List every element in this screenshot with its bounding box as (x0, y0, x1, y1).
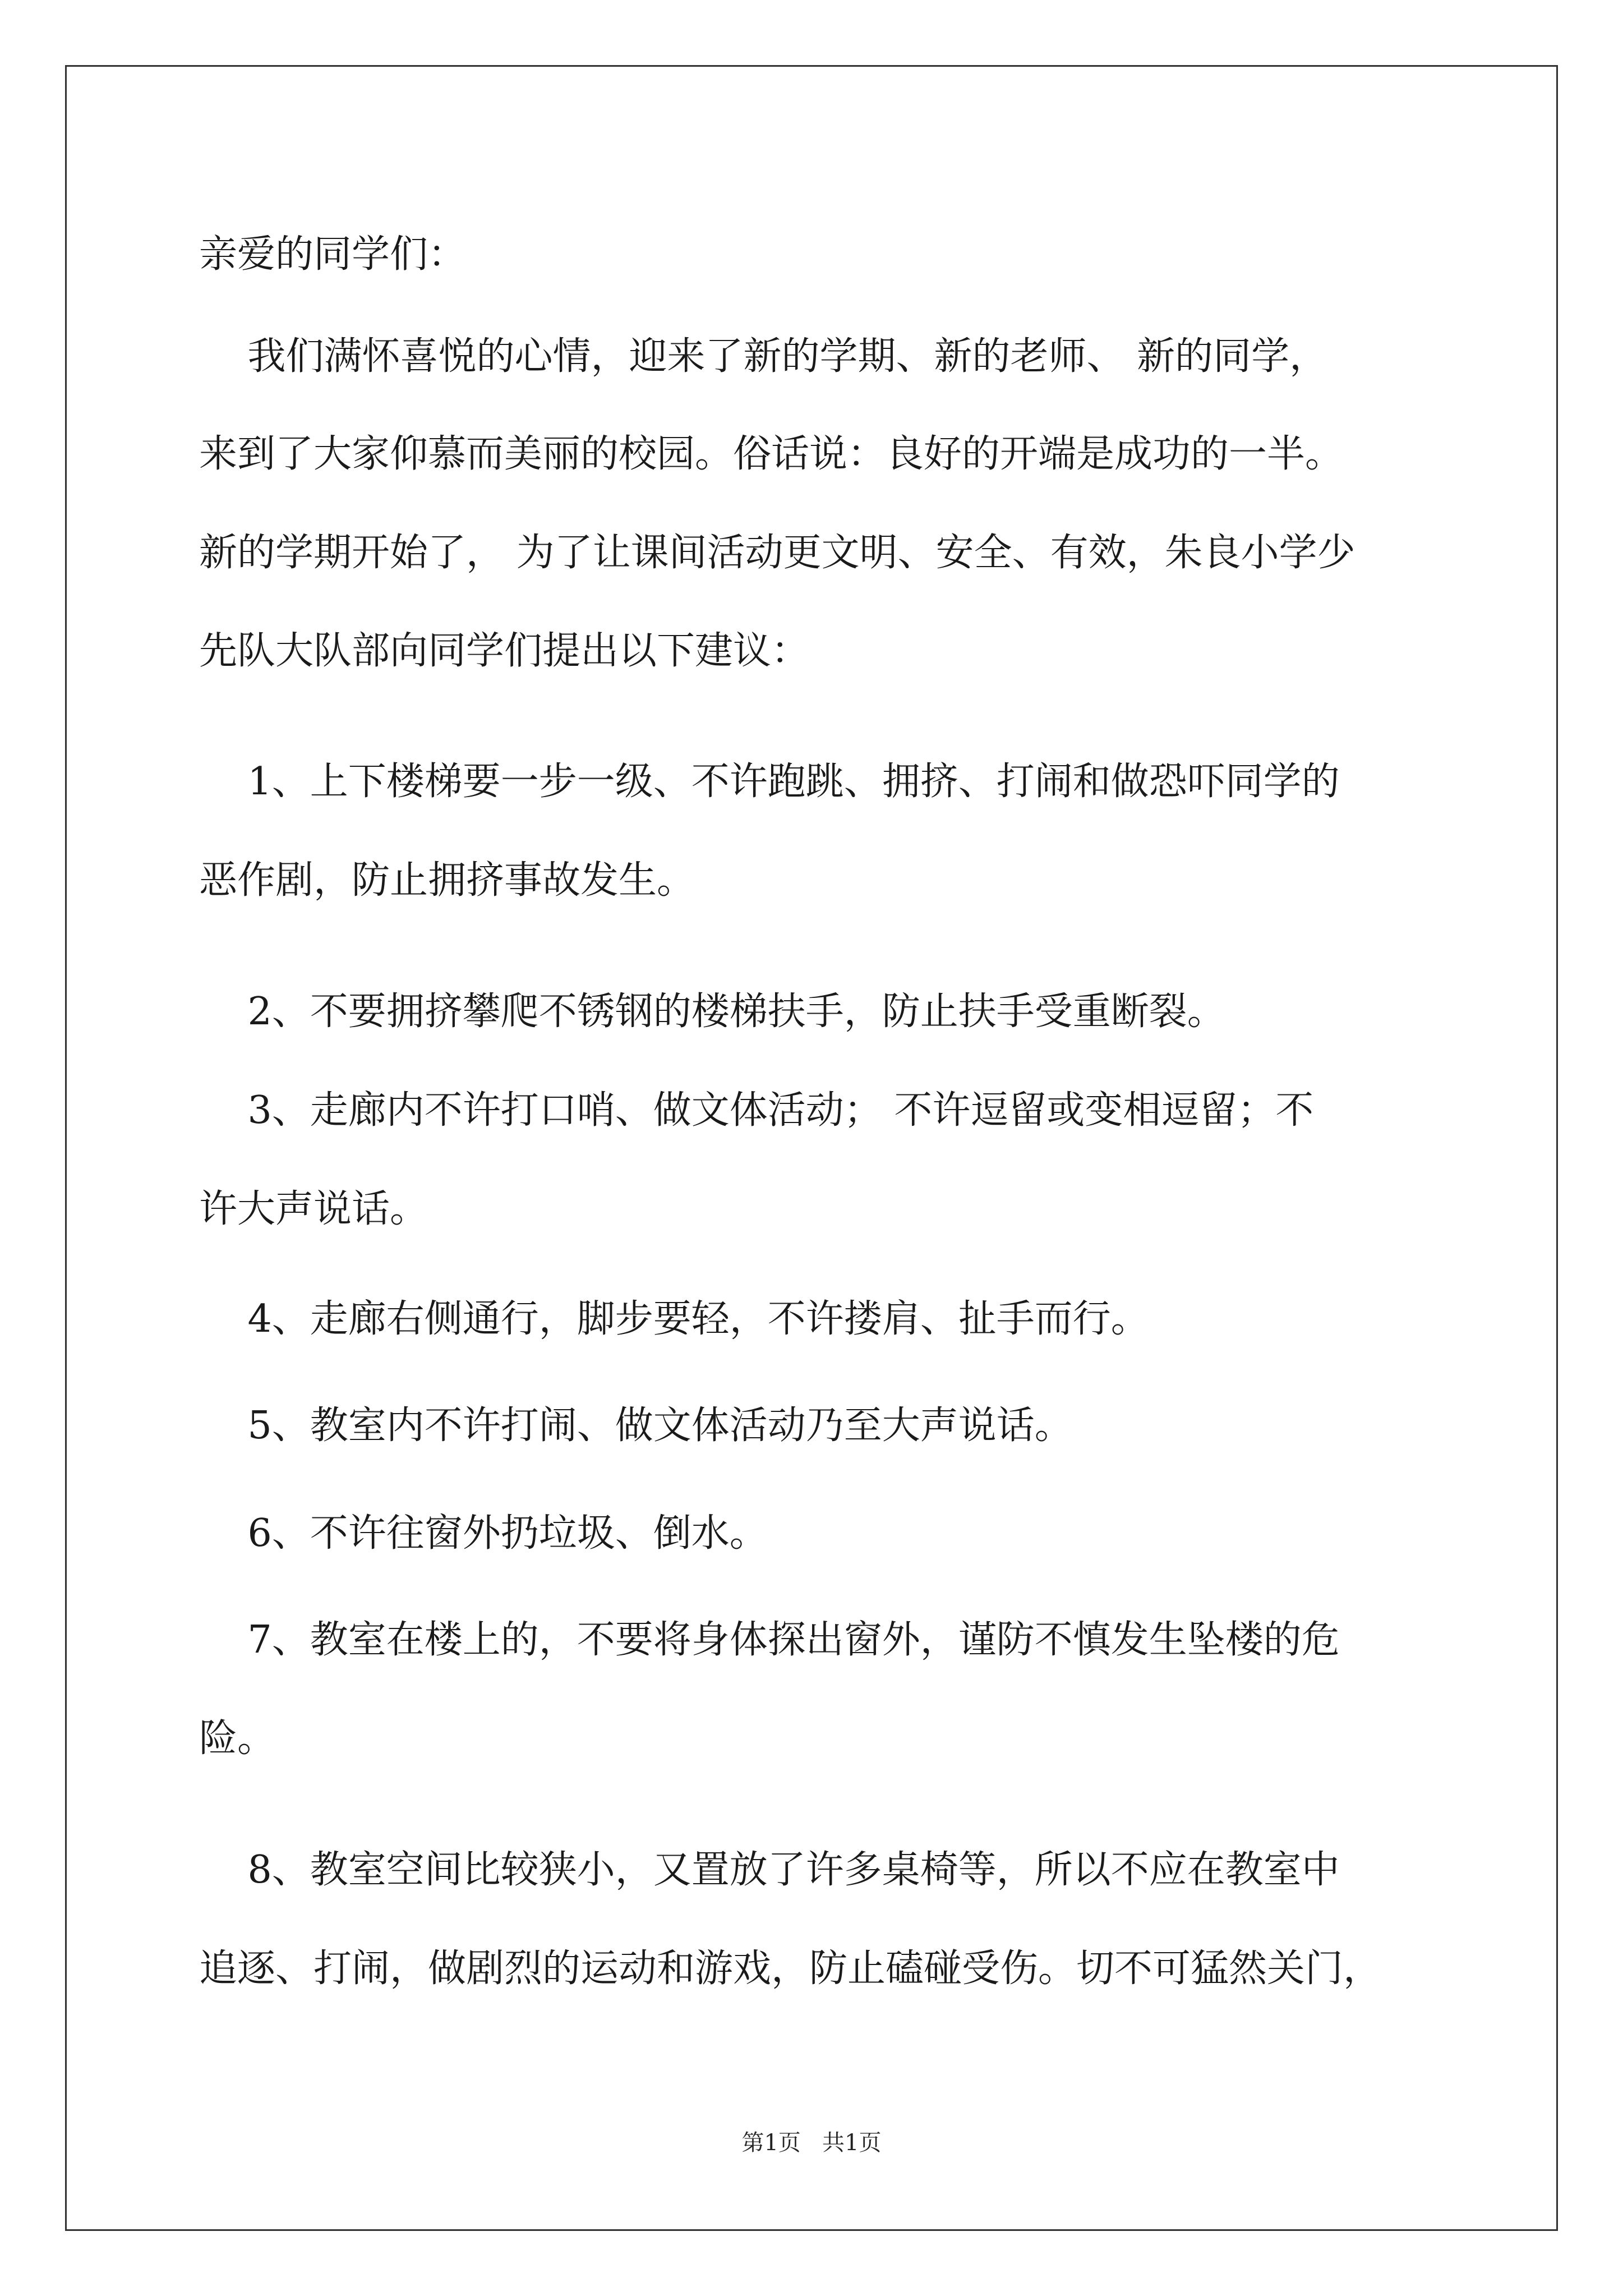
list-item-line: 6、不许往窗外扔垃圾、倒水。 (199, 1511, 768, 1556)
paragraph-line: 先队大队部向同学们提出以下建议： (199, 629, 810, 673)
list-item-line: 恶作剧，防止拥挤事故发生。 (199, 858, 695, 903)
list-item-line: 4、走廊右侧通行，脚步要轻，不许搂肩、扯手而行。 (199, 1297, 1149, 1341)
list-item-line: 3、走廊内不许打口哨、做文体活动； 不许逗留或变相逗留；不 (199, 1088, 1314, 1133)
page-number-footer: 第1页 共1页 (741, 2130, 882, 2156)
greeting-line: 亲爱的同学们： (199, 232, 467, 277)
page-border (65, 65, 1558, 2231)
list-item-line: 7、教室在楼上的，不要将身体探出窗外，谨防不慎发生坠楼的危 (199, 1618, 1340, 1662)
list-item-line: 5、教室内不许打闹、做文体活动乃至大声说话。 (199, 1404, 1073, 1448)
list-item-line: 追逐、打闹，做剧烈的运动和游戏，防止磕碰受伤。切不可猛然关门， (199, 1947, 1382, 1991)
list-item-line: 2、不要拥挤攀爬不锈钢的楼梯扶手，防止扶手受重断裂。 (199, 990, 1225, 1034)
paragraph-line: 来到了大家仰慕而美丽的校园。俗话说：良好的开端是成功的一半。 (199, 432, 1344, 476)
list-item-line: 险。 (199, 1717, 276, 1761)
list-item-line: 8、教室空间比较狭小，又置放了许多桌椅等，所以不应在教室中 (199, 1848, 1340, 1892)
paragraph-line: 新的学期开始了， 为了让课间活动更文明、安全、有效，朱良小学少 (199, 531, 1355, 575)
list-item-line: 1、上下楼梯要一步一级、不许跑跳、拥挤、打闹和做恐吓同学的 (199, 760, 1340, 804)
list-item-line: 许大声说话。 (199, 1187, 428, 1231)
paragraph-line: 我们满怀喜悦的心情，迎来了新的学期、新的老师、 新的同学， (199, 334, 1328, 379)
